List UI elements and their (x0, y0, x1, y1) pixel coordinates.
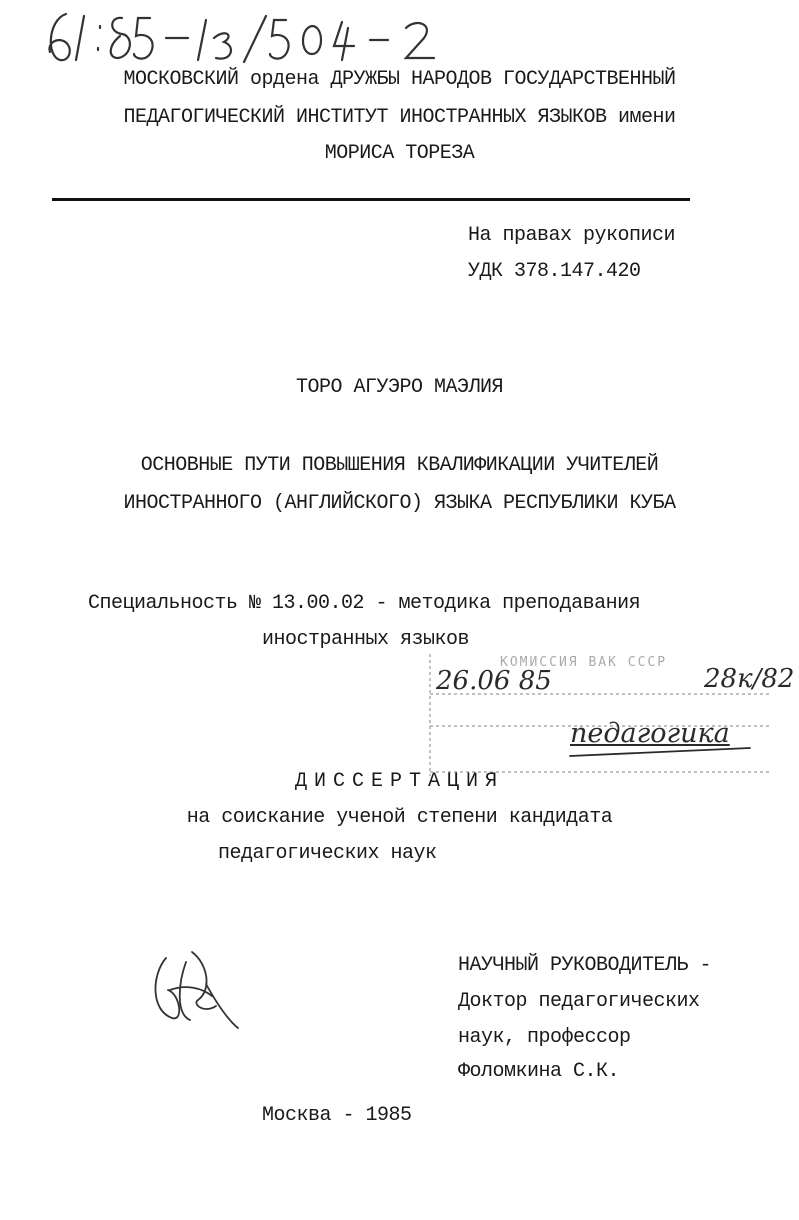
degree-line-1: на соискание ученой степени кандидата (186, 806, 613, 829)
supervisor-title: наук, профессор (458, 1026, 631, 1049)
supervisor-name: Фоломкина С.К. (458, 1060, 620, 1083)
stamp-field: педагогика (570, 718, 730, 749)
vak-stamp (420, 648, 795, 780)
title-line-1: ОСНОВНЫЕ ПУТИ ПОВЫШЕНИЯ КВАЛИФИКАЦИИ УЧИТЕЛЕЙ (140, 454, 659, 477)
author-name: ТОРО АГУЭРО МАЭЛИЯ (295, 376, 504, 399)
specialty-line-1: Специальность № 13.00.02 - методика преподавания (88, 592, 641, 615)
institution-line-2: ПЕДАГОГИЧЕСКИЙ ИНСТИТУТ ИНОСТРАННЫХ ЯЗЫКОВ имени (123, 106, 676, 129)
handwritten-archive-mark (38, 6, 478, 68)
signature (146, 944, 246, 1034)
institution-line-1: МОСКОВСКИЙ ордена ДРУЖБЫ НАРОДОВ ГОСУДАРСТВЕННЫЙ (123, 68, 676, 91)
rights-notice: На правах рукописи (468, 224, 676, 247)
degree-line-2: педагогических наук (218, 842, 437, 865)
place-and-year: Москва - 1985 (262, 1104, 412, 1127)
dissertation-heading: ДИССЕРТАЦИЯ (294, 770, 505, 793)
udc-code: УДК 378.147.420 (468, 260, 641, 283)
stamp-date: 26.06 85 (436, 666, 552, 696)
supervisor-degree: Доктор педагогических (458, 990, 700, 1013)
stamp-number: 28к/82 (704, 664, 795, 694)
institution-line-3: МОРИСА ТОРЕЗА (324, 142, 475, 165)
supervisor-label: НАУЧНЫЙ РУКОВОДИТЕЛЬ - (458, 954, 712, 977)
vak-stamp-printed-text: КОМИССИЯ ВАК СССР (500, 655, 668, 670)
title-line-2: ИНОСТРАННОГО (АНГЛИЙСКОГО) ЯЗЫКА РЕСПУБЛИКИ КУБА (123, 492, 676, 515)
header-rule (52, 198, 690, 201)
specialty-line-2: иностранных языков (262, 628, 470, 651)
